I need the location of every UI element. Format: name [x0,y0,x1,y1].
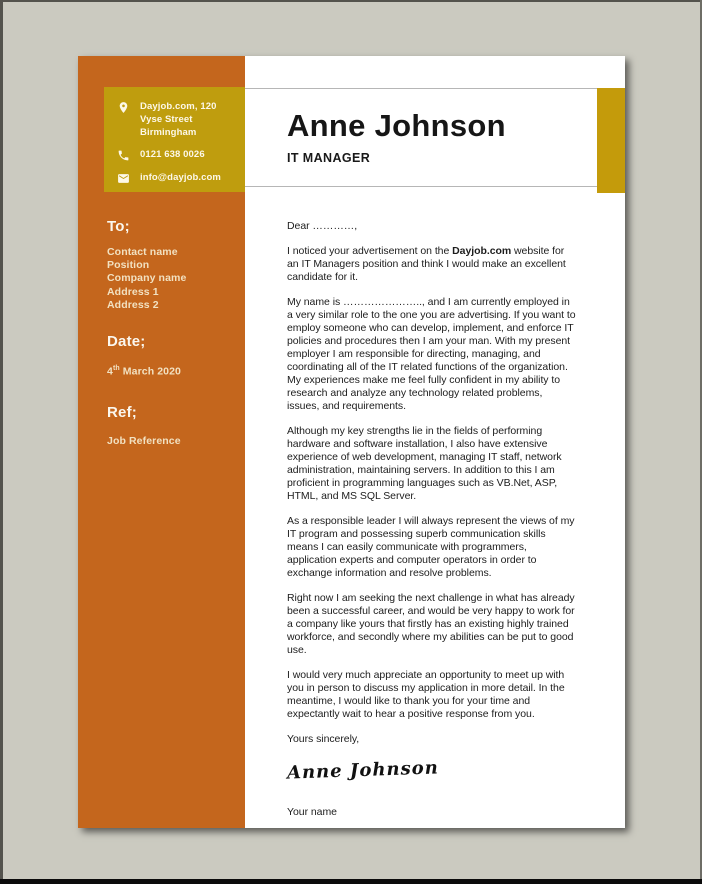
letter-paragraph: I noticed your advertisement on the Dayjob.com website for an IT Managers position and think I would make an excellent candidate for it. [287,245,566,283]
recipient-line: Address 2 [107,298,159,311]
cover-letter-page [78,56,625,828]
letter-paragraphs [287,245,577,721]
to-heading: To; [107,218,130,235]
date-block [107,333,181,379]
person-name: Anne Johnson [287,108,506,143]
letter-paragraph: My name is ………………….., and I am currently employed in a very similar role to the one you are advertising. If you want to employ someone who can develop, implement, and enforce IT policies and procedures then I am your man. With my present employer I am responsible for directing, managing, and coordinating all of the IT related functions of the organization. My experiences make me feel fully confident in my ability to research and analyze any technology related problems, issues, and requirements. [287,296,576,412]
date-value: 4th March 2020 [107,365,181,378]
recipient-line: Contact name [107,246,178,258]
gold-accent-block [597,88,625,193]
ref-heading: Ref; [107,404,137,421]
phone-icon [117,149,132,162]
recipient-lines [107,246,186,312]
contact-phone: 0121 638 0026 [140,149,205,160]
envelope-icon [117,172,132,185]
ref-value: Job Reference [107,435,181,447]
letter-paragraph: Right now I am seeking the next challenge in what has already been a successful career, and would be very happy to work for a company like yours that firstly has an existing highly trained workforce, and secondly where my abilities can be put to good use. [287,592,575,656]
recipient-block [107,218,186,312]
recipient-line: Position [107,259,150,272]
contact-address-row [117,100,237,139]
closing-line: Yours sincerely, [287,733,360,745]
signature-script: Anne Johnson [286,757,440,784]
person-job-title: IT MANAGER [287,151,371,165]
date-heading: Date; [107,333,146,350]
contact-email-row [117,171,237,185]
letter-paragraph: Although my key strengths lie in the fields of performing hardware and software installation, I also have extensive experience of web development, managing IT staff, network administration, maintaining servers. In addition to this I am proficient in programming languages such as VB.Net, ASP, HTML, and MS SQL Server. [287,425,562,502]
canvas-border-top [0,0,702,2]
recipient-line: Address 1 [107,285,159,298]
contact-phone-row [117,148,237,162]
contact-email: info@dayjob.com [140,172,221,183]
location-pin-icon [117,101,132,114]
sidebar [78,56,245,828]
canvas-border-bottom [0,879,702,884]
contact-address [140,100,237,139]
salutation: Dear …………, [287,220,358,232]
contact-address-line2: Birmingham [140,127,197,138]
recipient-line: Company name [107,272,187,285]
reference-block [107,404,181,448]
contact-address-line1: Dayjob.com, 120 Vyse Street [140,101,217,125]
letter-paragraph: As a responsible leader I will always represent the views of my IT program and possessing superb communication skills means I can easily communicate with programmers, application experts and computer operators in order to exchange information and resolve problems. [287,515,575,579]
letter-paragraph: I would very much appreciate an opportunity to meet up with you in person to discuss my application in more detail. In the meantime, I would like to thank you for your time and expectantly wait to hear a positive response from you. [287,669,565,720]
sender-name-placeholder: Your name [287,806,337,818]
header-band [245,88,625,187]
canvas-border-left [0,0,3,884]
contact-info-box [104,87,245,192]
letter-body [287,220,577,831]
